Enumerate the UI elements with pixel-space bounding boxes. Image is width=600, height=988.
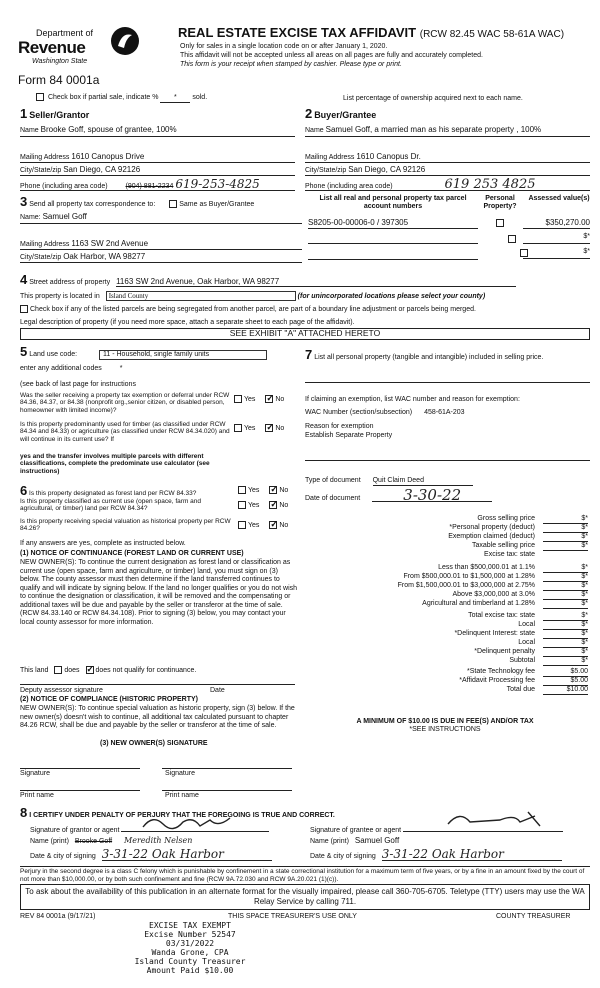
form-title: REAL ESTATE EXCISE TAX AFFIDAVIT (RCW 82.45 WAC 58-61A WAC) — [178, 25, 565, 40]
current-use-no-checkbox[interactable] — [269, 501, 277, 509]
grantor-name[interactable]: Meredith Nelsen — [124, 836, 193, 845]
segregated-checkbox[interactable] — [20, 305, 28, 313]
forest-yes-checkbox[interactable] — [238, 486, 246, 494]
document-date[interactable]: 3-30-22 — [372, 489, 492, 502]
grantor-signature-mark — [138, 812, 248, 832]
agency-line3: Washington State — [32, 58, 88, 65]
exemption-yes-checkbox[interactable] — [234, 395, 242, 403]
document-type[interactable]: Quit Claim Deed — [373, 477, 473, 486]
agency-line1: Department of — [36, 28, 94, 38]
parcel-number[interactable]: S8205-00-00006-0 / 397305 — [308, 218, 409, 227]
exemption-reason[interactable]: Establish Separate Property — [305, 432, 393, 439]
grantee-signature-mark — [440, 810, 570, 830]
form-number: Form 84 0001a — [18, 73, 100, 87]
buyer-name[interactable]: Samuel Goff, a married man as his separate property , 100% — [325, 125, 542, 134]
forest-land-section: 6 Is this property designated as forest land per RCW 84.33? Yes ✓ No Is this property classified as current use (open space, farm and agricultural, or timber) land per RCW 84.34? Yes ✓ No Is this property receiving special valuation as historical property per RCW 84.26? Yes ✓ No If any answers are yes, complete as instructed below. (1) NOTICE OF CONTINUANCE (FOREST LAND OR CURRENT USE) NEW OWNER(S): To continue the current designation as forest land or classification as current use (open space, farm and agriculture, or timber) land, you must sign on (3) below. The county assessor must then determine if the land transferred continues to qualify and will indicate by signing below. If the land no longer qualifies or you do not wish to continue the designation or classification, it will be removed and the compensating or additional taxes will be due and payable by the seller or transferor at the time of sale. (RCW 84.33.140 or RCW 84.34.108). Prior to signing (3) below, you may contact your local county assessor for more information. This land does ✓ does not qualify for continuance. Deputy assessor signature Date (2) NOTICE OF COMPLIANCE (HISTORIC PROPERTY) NEW OWNER(S): To continue special valuation as historic property, sign (3) below. If the new owner(s) doesn't wish to continue, all additional tax calculated pursuant to chapter 84.26 RCW, shall be due and payable by the seller or transferor at the time of sale. (3) NEW OWNER(S) SIGNATURE — [20, 484, 298, 784]
timber-yes-checkbox[interactable] — [234, 424, 242, 432]
seller-section: 1 Seller/Grantor Name Brooke Goff, spouse of grantee, 100% Mailing Address 1610 Canopus Drive City/State/zip San Diego, CA 92126 Phone (including area code) (904) 881-2234 619-253-4825 — [20, 105, 295, 200]
grantor-date-city[interactable]: 3-31-22 Oak Harbor — [102, 849, 272, 861]
new-owner-signatures: Signature Signature Print name Print name — [20, 760, 298, 800]
corr-city[interactable]: Oak Harbor, WA 98277 — [63, 252, 146, 261]
forest-no-checkbox[interactable] — [269, 486, 277, 494]
grantee-name[interactable]: Samuel Goff — [354, 836, 400, 845]
buyer-address[interactable]: 1610 Canopus Dr. — [356, 152, 421, 161]
street-address[interactable]: 1163 SW 2nd Avenue, Oak Harbor, WA 98277 — [116, 277, 516, 287]
legal-description[interactable]: SEE EXHIBIT "A" ATTACHED HERETO — [20, 328, 590, 340]
street-section: 4 Street address of property 1163 SW 2nd Avenue, Oak Harbor, WA 98277 This property is located in Island County (for unincorporated locations please select your county) Check box if any of the listed parcels are being segregated from another parcel, are part of a boundary line adjustment or parcels being merged. Legal description of property (if you need more space, attach a separate sheet to each page of the affidavit). SEE EXHIBIT "A" ATTACHED HERETO — [20, 273, 590, 343]
certification-section: 8 I CERTIFY UNDER PENALTY OF PERJURY THAT THE FOREGOING IS TRUE AND CORRECT. Signature of grantor or agent Name (print) Brooke Goff Meredith Nelsen Date & city of signing 3-31-22 Oak Harbor Signature of grantee or agent Name (print) Samuel Goff Date & city of signing 3-31-22 Oak Harbor — [20, 806, 590, 866]
buyer-city[interactable]: San Diego, CA 92126 — [348, 165, 426, 174]
county-treasurer: COUNTY TREASURER — [496, 913, 571, 920]
revenue-logo-icon — [110, 26, 140, 56]
wac-number[interactable]: 458-61A-203 — [424, 409, 465, 416]
perjury-notice: Perjury in the second degree is a class C felony which is punishable by confinement in a state correctional institution for a maximum term of five years, or by a fine in an amount fixed by the court of not more than $10,000.00, or by both such confinement and fine (RCW 9A.72.030 and RCW 9A.20.021 (1)(c)). — [20, 866, 590, 884]
agency-line2: Revenue — [18, 38, 86, 57]
historic-no-checkbox[interactable] — [269, 521, 277, 529]
correspondence-section: 3 Send all property tax correspondence to: Same as Buyer/Grantee Name: Samuel Goff Mailing Address 1163 SW 2nd Avenue City/State/zip Oak Harbor, WA 98277 — [20, 195, 302, 270]
grantee-date-city[interactable]: 3-31-22 Oak Harbor — [382, 849, 562, 861]
personal-property-checkbox[interactable] — [508, 235, 516, 243]
agency-logo — [18, 22, 138, 74]
corr-name[interactable]: Samuel Goff — [42, 212, 87, 221]
seller-name[interactable]: Brooke Goff, spouse of grantee, 100% — [40, 125, 177, 134]
timber-no-checkbox[interactable] — [265, 424, 273, 432]
buyer-section: 2 Buyer/Grantee Name Samuel Goff, a married man as his separate property , 100% Mailing Address 1610 Canopus Dr. City/State/zip San Diego, CA 92126 Phone (including area code) 619 253 4825 — [305, 105, 590, 200]
assessed-value[interactable]: $350,270.00 — [523, 218, 590, 229]
personal-property-checkbox[interactable] — [496, 219, 504, 227]
personal-property-section: 7 List all personal property (tangible and intangible) included in selling price. If claiming an exemption, list WAC number and reason for exemption: WAC Number (section/subsection) 458-61A-203 Reason for exemption Establish Separate Property Type of document Quit Claim Deed Date of document 3-30-22 — [305, 348, 590, 496]
accessibility-notice: To ask about the availability of this publication in an alternate format for the visually impaired, please call 360-705-6705. Teletype (TTY) users may use the WA Relay Service by calling 711. — [20, 884, 590, 910]
historic-yes-checkbox[interactable] — [238, 521, 246, 529]
seller-phone[interactable]: 619-253-4825 — [175, 177, 260, 191]
minimum-note: A MINIMUM OF $10.00 IS DUE IN FEE(S) AND/OR TAX *SEE INSTRUCTIONS — [356, 718, 534, 734]
partial-sale-checkbox[interactable] — [36, 93, 44, 101]
county-select[interactable]: Island County — [106, 291, 296, 301]
ownership-note: List percentage of ownership acquired next to each name. — [343, 95, 523, 102]
revision: REV 84 0001a (9/17/21) — [20, 913, 96, 920]
buyer-phone[interactable]: 619 253 4825 — [444, 177, 536, 192]
land-use-section: 5 Land use code: 11 - Household, single family units enter any additional codes * (see back of last page for instructions Was the seller receiving a property tax exemption or deferral under RCW 84.36, 84.37, or 84.38 (nonprofit org.,senior citizen, or disabled person, homeowner with limited income)? Yes ✓ No Is this property predominantly used for timber (as classified under RCW 84.34 and 84.33) or agriculture (as classified under RCW 84.34.020) and will continue in its current use? If Yes ✓ No yes and the transfer involves multiple parcels with different classifications, complete the predominate use calculator (see instructions) — [20, 345, 298, 480]
seller-address[interactable]: 1610 Canopus Drive — [71, 152, 145, 161]
parcel-table: List all real and personal property tax parcel account numbers Personal Property? Assessed value(s) S8205-00-00006-0 / 397305 $350,270.00 $* $* — [308, 195, 590, 265]
seller-city[interactable]: San Diego, CA 92126 — [63, 165, 141, 174]
qualifies-checkbox[interactable] — [54, 666, 62, 674]
current-use-yes-checkbox[interactable] — [238, 501, 246, 509]
partial-sale-row: Check box if partial sale, indicate % * sold. — [36, 93, 207, 103]
treasurer-use: THIS SPACE TREASURER'S USE ONLY — [228, 913, 357, 920]
treasurer-stamp: EXCISE TAX EXEMPT Excise Number 52547 03/31/2022 Wanda Grone, CPA Island County Treasurer Amount Paid $10.00 — [134, 921, 246, 975]
not-qualify-checkbox[interactable] — [86, 666, 94, 674]
corr-address[interactable]: 1163 SW 2nd Avenue — [71, 239, 149, 248]
land-use-code[interactable]: 11 - Household, single family units — [99, 350, 267, 360]
intro-text: Only for sales in a single location code on or after January 1, 2020. This affidavit will not be accepted unless all areas on all pages are fully and accurately completed. This form is your receipt when stamped by cashier. Please type or print. — [180, 43, 483, 68]
same-as-buyer-checkbox[interactable] — [169, 200, 177, 208]
exemption-no-checkbox[interactable] — [265, 395, 273, 403]
